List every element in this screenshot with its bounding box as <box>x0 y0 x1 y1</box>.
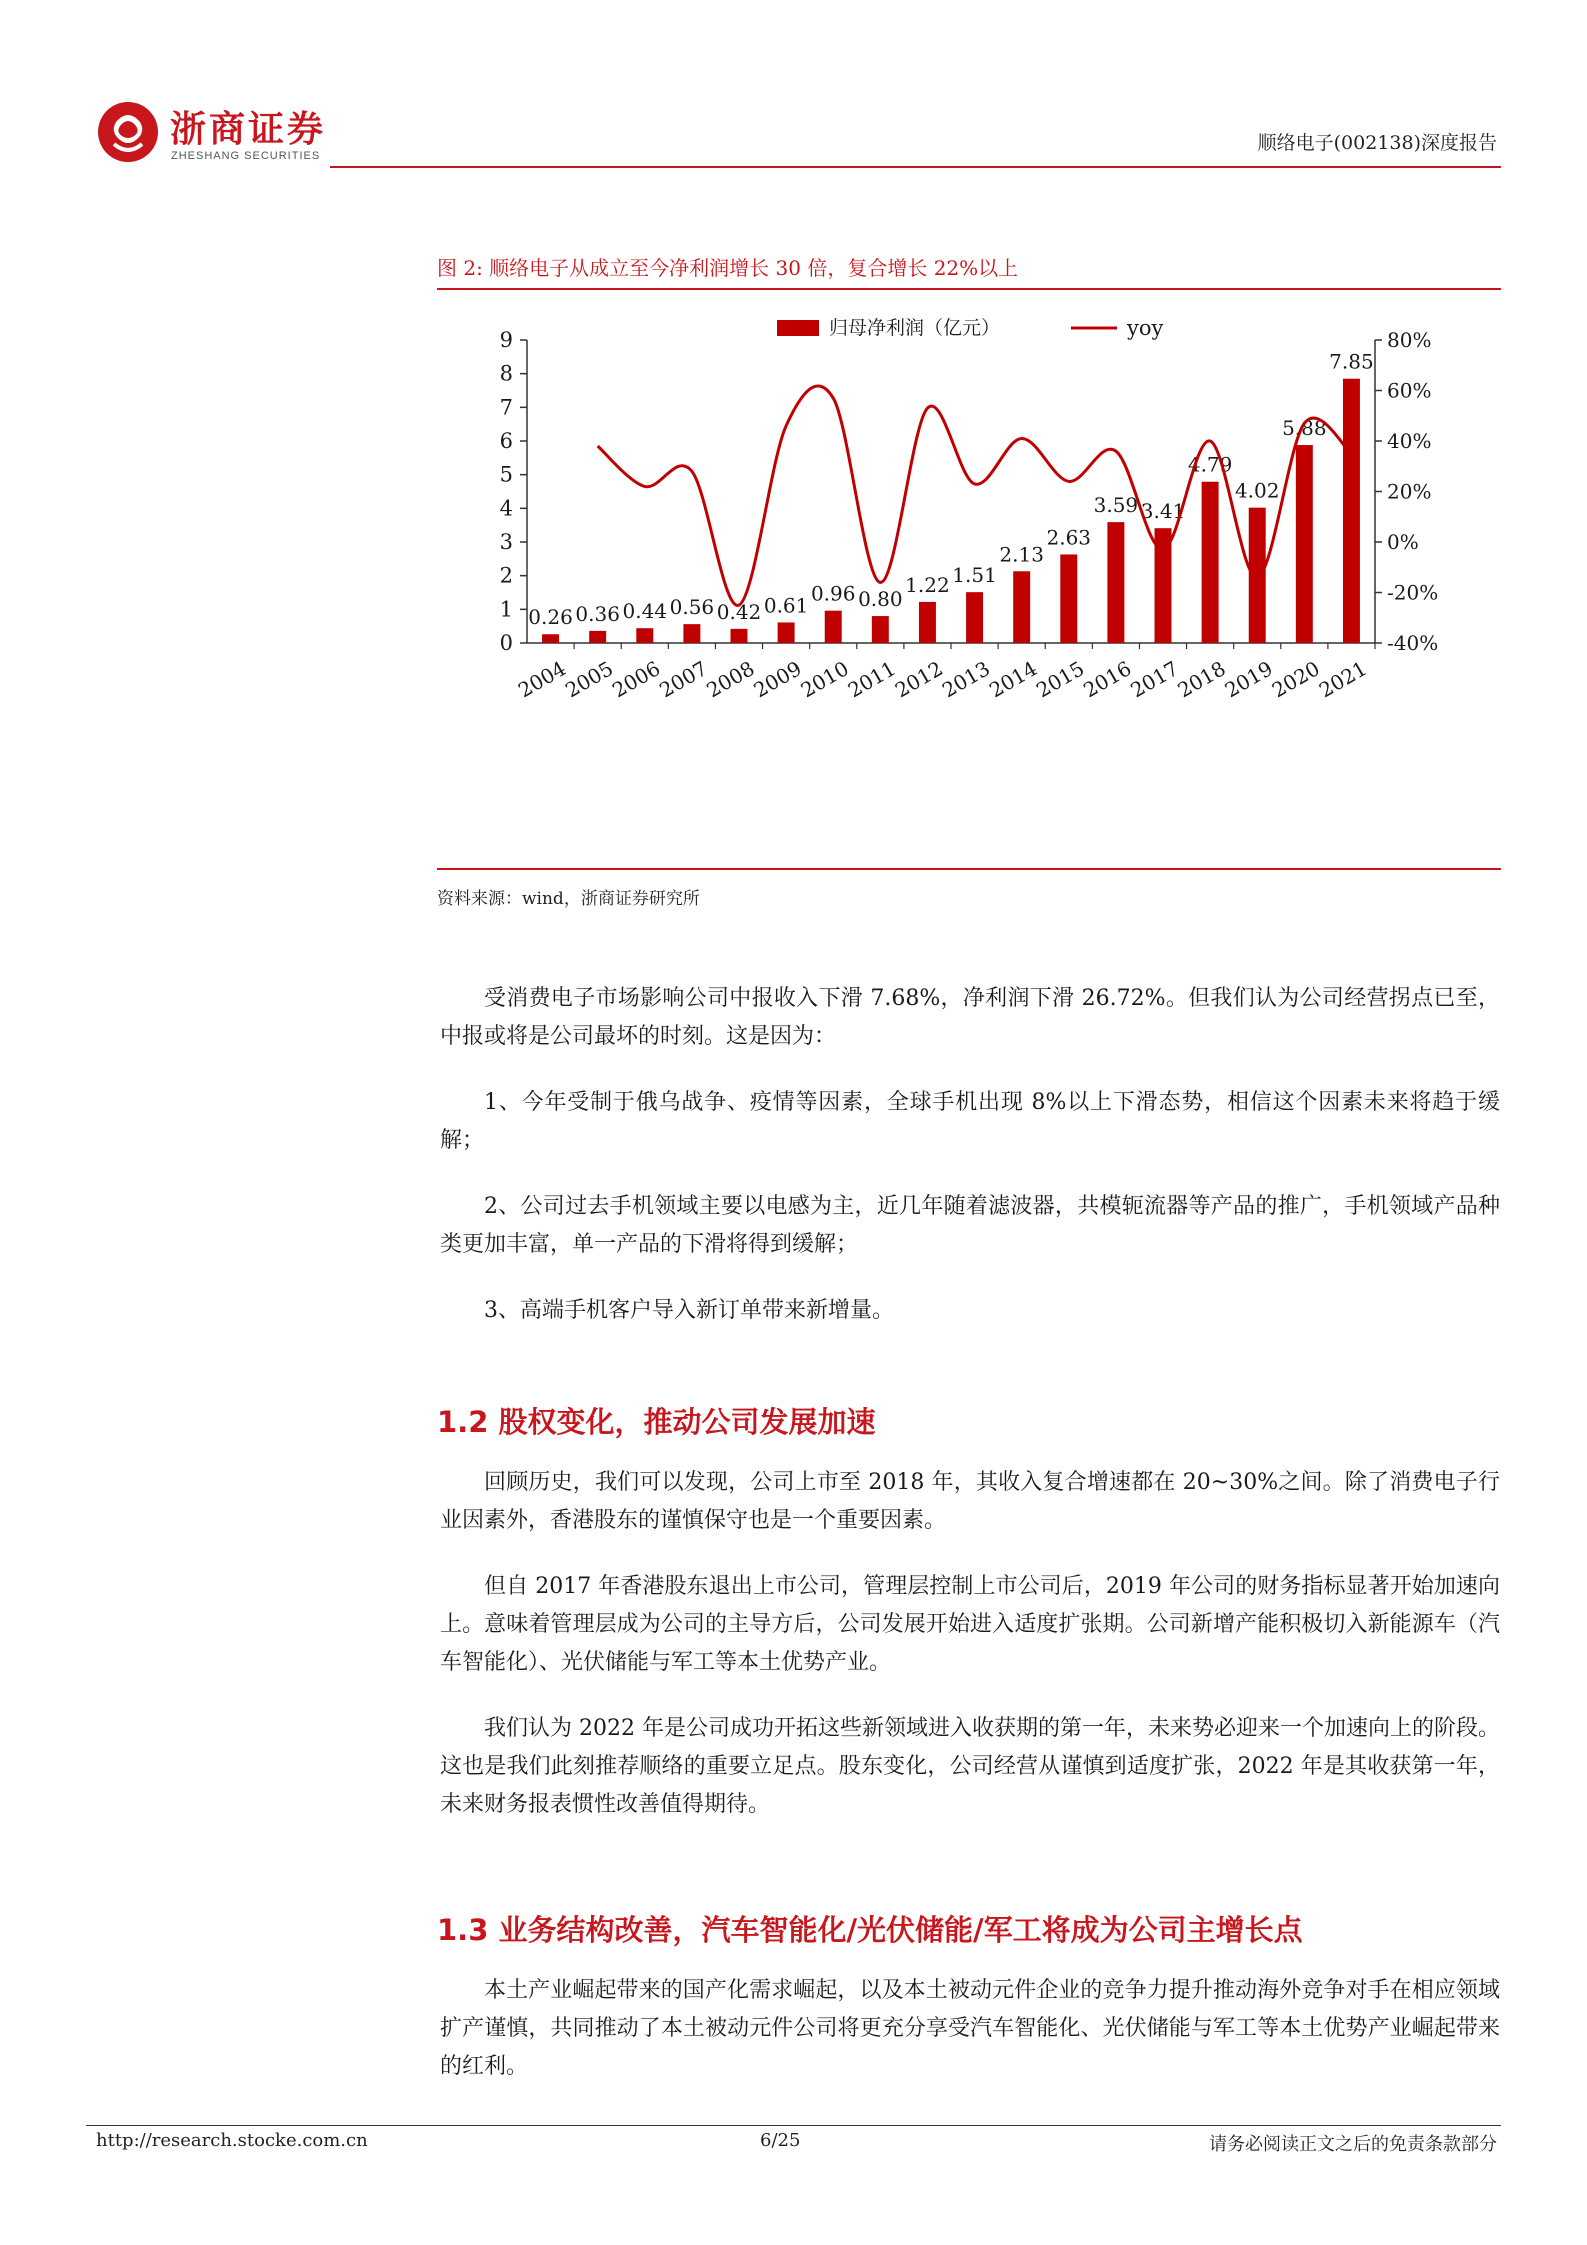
bar <box>778 622 795 643</box>
x-tick-label: 2005 <box>561 656 618 703</box>
bar <box>683 624 700 643</box>
bar-value-label: 1.22 <box>905 572 950 597</box>
left-tick-label: 2 <box>499 563 513 588</box>
brand-name-en: ZHESHANG SECURITIES <box>171 150 321 162</box>
section-heading-1-3: 1.3 业务结构改善，汽车智能化/光伏储能/军工将成为公司主增长点 <box>437 1913 1303 1947</box>
right-tick-label: 20% <box>1387 479 1432 504</box>
disclaimer-note: 请务必阅读正文之后的免责条款部分 <box>1209 2134 1497 2155</box>
figure-top-rule <box>437 288 1501 290</box>
page-number: 6/25 <box>760 2130 801 2151</box>
x-tick-label: 2006 <box>608 656 665 703</box>
bar <box>1249 508 1266 643</box>
x-tick-label: 2019 <box>1220 656 1277 703</box>
x-tick-label: 2012 <box>890 656 947 703</box>
legend-bar-swatch <box>777 320 819 336</box>
footer-url: http://research.stocke.com.cn <box>96 2130 368 2151</box>
bar-value-label: 0.61 <box>763 593 809 618</box>
paragraph-reason-1: 1、今年受制于俄乌战争、疫情等因素，全球手机出现 8%以上下滑态势，相信这个因素未来将趋于缓解； <box>440 1090 1500 1153</box>
bar-value-label: 0.96 <box>810 581 856 606</box>
bar <box>1343 379 1360 643</box>
bar-value-label: 0.44 <box>622 599 668 624</box>
paragraph-management: 但自 2017 年香港股东退出上市公司，管理层控制上市公司后，2019 年公司的财务指标显著开始加速向上。意味着管理层成为公司的主导方后，公司发展开始进入适度扩张期。公司新增产能积极切入新能源车（汽车智能化）、光伏储能与军工等本土优势产业。 <box>440 1574 1500 1675</box>
x-tick-label: 2010 <box>796 656 853 703</box>
footer-divider <box>86 2125 1501 2126</box>
bar <box>872 616 889 643</box>
x-tick-label: 2008 <box>702 656 759 703</box>
bar <box>542 634 559 643</box>
bar <box>731 629 748 643</box>
x-tick-label: 2007 <box>655 656 712 703</box>
figure-title: 图 2: 顺络电子从成立至今净利润增长 30 倍，复合增长 22%以上 <box>437 256 1019 280</box>
left-tick-label: 8 <box>499 361 513 386</box>
paragraph-reason-3: 3、高端手机客户导入新订单带来新增量。 <box>484 1298 894 1323</box>
bar <box>825 611 842 643</box>
bar-value-label: 0.56 <box>669 595 715 620</box>
bar <box>1107 522 1124 643</box>
bar-value-label: 3.41 <box>1140 499 1186 524</box>
bar-value-label: 1.51 <box>952 563 997 588</box>
report-title: 顺络电子(002138)深度报告 <box>1257 132 1497 154</box>
bar-value-label: 0.80 <box>858 587 903 612</box>
zheshang-logo-icon <box>96 100 160 164</box>
paragraph-outlook: 我们认为 2022 年是公司成功开拓这些新领域进入收获期的第一年，未来势必迎来一个加速向上的阶段。这也是我们此刻推荐顺络的重要立足点。股东变化，公司经营从谨慎到适度扩张，2022 年是其收获第一年，未来财务报表惯性改善值得期待。 <box>440 1716 1500 1817</box>
left-tick-label: 7 <box>499 395 513 420</box>
bar-value-label: 5.88 <box>1282 416 1327 441</box>
figure-bottom-rule <box>437 868 1501 870</box>
bar <box>1060 554 1077 643</box>
bar <box>1013 571 1030 643</box>
bar-value-label: 0.42 <box>716 599 762 624</box>
right-tick-label: 0% <box>1387 530 1419 554</box>
header-divider <box>330 166 1501 168</box>
bar <box>966 592 983 643</box>
x-tick-label: 2011 <box>843 656 900 703</box>
section-heading-1-2: 1.2 股权变化，推动公司发展加速 <box>437 1405 876 1439</box>
bar-value-label: 2.63 <box>1046 525 1092 550</box>
x-tick-label: 2013 <box>937 656 995 703</box>
paragraph-reason-2: 2、公司过去手机领域主要以电感为主，近几年随着滤波器，共模轭流器等产品的推广，手机领域产品种类更加丰富，单一产品的下滑将得到缓解； <box>440 1194 1500 1257</box>
x-tick-label: 2009 <box>749 656 806 703</box>
bar <box>636 628 653 643</box>
profit-chart <box>437 300 1501 860</box>
bar <box>1202 482 1219 643</box>
brand-name-cn: 浙商证券 <box>170 109 327 150</box>
bar <box>919 602 936 643</box>
right-tick-label: -40% <box>1387 631 1439 655</box>
chart-legend <box>777 316 1164 340</box>
paragraph-history: 回顾历史，我们可以发现，公司上市至 2018 年，其收入复合增速都在 20~30%之间。除了消费电子行业因素外，香港股东的谨慎保守也是一个重要因素。 <box>440 1470 1500 1533</box>
bar <box>589 631 606 643</box>
right-tick-label: 60% <box>1387 378 1432 403</box>
x-tick-label: 2004 <box>513 656 571 703</box>
x-tick-label: 2015 <box>1032 656 1089 703</box>
x-tick-label: 2020 <box>1267 656 1324 703</box>
left-tick-label: 1 <box>499 597 513 622</box>
legend-line-label: yoy <box>1127 316 1164 340</box>
x-tick-label: 2021 <box>1314 656 1371 703</box>
paragraph-localization: 本土产业崛起带来的国产化需求崛起，以及本土被动元件企业的竞争力提升推动海外竞争对手在相应领域扩产谨慎，共同推动了本土被动元件公司将更充分享受汽车智能化、光伏储能与军工等本土优势产业崛起带来的红利。 <box>440 1978 1500 2079</box>
right-tick-label: -20% <box>1387 580 1439 605</box>
bar <box>1296 445 1313 643</box>
left-tick-label: 6 <box>499 429 513 453</box>
bar-value-label: 4.02 <box>1234 478 1280 503</box>
left-tick-label: 9 <box>499 328 513 352</box>
left-tick-label: 5 <box>499 462 513 487</box>
figure-source: 资料来源：wind，浙商证券研究所 <box>437 889 700 909</box>
x-tick-label: 2018 <box>1173 656 1230 703</box>
bar-value-label: 4.79 <box>1187 452 1233 477</box>
right-tick-label: 80% <box>1387 328 1432 352</box>
x-tick-label: 2016 <box>1079 656 1136 703</box>
bar-value-label: 7.85 <box>1329 349 1374 374</box>
legend-bar-label: 归母净利润（亿元） <box>829 317 1001 339</box>
bar-value-label: 0.26 <box>528 605 573 630</box>
paragraph-interim-results: 受消费电子市场影响公司中报收入下滑 7.68%，净利润下滑 26.72%。但我们认为公司经营拐点已至，中报或将是公司最坏的时刻。这是因为： <box>440 986 1500 1049</box>
bar-value-label: 2.13 <box>999 542 1044 567</box>
right-tick-label: 40% <box>1387 429 1432 453</box>
left-tick-label: 3 <box>499 530 513 554</box>
bar-value-label: 3.59 <box>1093 493 1139 518</box>
left-tick-label: 4 <box>499 496 513 521</box>
x-tick-label: 2014 <box>985 656 1042 703</box>
x-tick-label: 2017 <box>1126 656 1183 703</box>
bar-value-label: 0.36 <box>575 601 620 626</box>
left-tick-label: 0 <box>499 631 513 655</box>
